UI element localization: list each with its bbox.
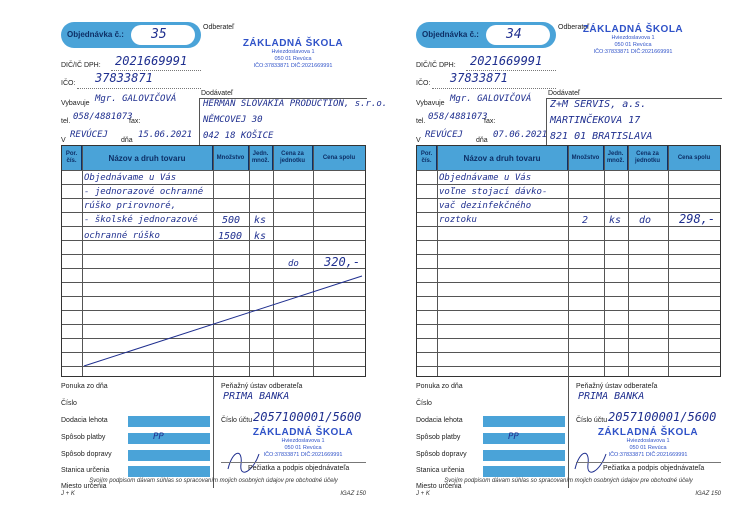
stamp-street: Hviezdoslavova 1	[271, 49, 315, 55]
col-unit-header: Jedn. množ.	[249, 146, 273, 170]
dic-value: 2021669991	[470, 54, 543, 68]
offer-label: Ponuka zo dňa	[61, 383, 108, 390]
fax-label: fax:	[129, 118, 141, 125]
date-label: dňa	[121, 137, 133, 144]
ico-label: IČO:	[416, 80, 431, 87]
col-no-header: Por. čís.	[417, 146, 437, 170]
buyer-stamp	[228, 38, 358, 70]
jk-label: J + K	[416, 491, 430, 497]
buyer-stamp	[568, 24, 698, 56]
item-qty-1: 2	[582, 215, 589, 226]
tel-label: tel.	[416, 118, 426, 125]
order-number-box	[416, 22, 556, 48]
stamp-city: 050 01 Revúca	[614, 42, 652, 48]
account-label: Číslo účtu	[221, 417, 253, 424]
item-line-3: vač dezinfekčného	[439, 201, 532, 211]
fax-label: fax:	[484, 118, 496, 125]
total-value: 298,-	[679, 212, 716, 226]
sig-stamp-street: Hviezdoslavova 1	[281, 438, 325, 444]
col-no-header: Por. čís.	[62, 146, 82, 170]
tel-value: 058/4881073	[73, 112, 133, 122]
item-line-2: - jednorazové ochranné	[84, 187, 204, 197]
consent-text: Svojím podpisom dávam súhlas so spracovaním mojich osobných údajov pre obchodné účely	[444, 478, 693, 484]
col-unit-header: Jedn. množ.	[604, 146, 628, 170]
order-number-label: Objednávka č.:	[67, 30, 124, 39]
sig-stamp-name: ZÁKLADNÁ ŠKOLA	[252, 427, 354, 438]
issued-by-label: Vybavuje	[416, 100, 445, 107]
supplier-line-3: 821 01 BRATISLAVA	[550, 131, 653, 142]
buyer-label: Odberateľ	[558, 24, 590, 31]
payment-bar	[128, 433, 210, 444]
igaz-label: IGAZ 150	[695, 491, 721, 497]
supplier-label: Dodávateľ	[548, 90, 581, 97]
station-label: Stanica určenia	[61, 467, 110, 474]
consent-text: Svojím podpisom dávam súhlas so spracovaním mojich osobných údajov pre obchodné účely	[89, 478, 338, 484]
sig-stamp-street: Hviezdoslavova 1	[626, 438, 670, 444]
order-number-value: 34	[506, 27, 522, 42]
item-unit-2: ks	[254, 231, 267, 242]
destination-label: Miesto určenia	[416, 483, 462, 490]
station-label: Stanica určenia	[416, 467, 465, 474]
account-value: 2057100001/5600	[253, 410, 362, 424]
payment-label: Spôsob platby	[416, 434, 461, 441]
dic-value: 2021669991	[115, 54, 188, 68]
item-line-2: voľne stojací dávko-	[439, 187, 548, 197]
item-line-1: Objednávame u Vás	[84, 173, 177, 183]
item-qty-2: 1500	[218, 231, 243, 242]
price-unit-value: do	[288, 259, 299, 269]
delivery-bar	[128, 416, 210, 427]
delivery-label: Dodacia lehota	[61, 417, 108, 424]
issued-by-value: Mgr. GALOVIČOVÁ	[95, 94, 177, 104]
bank-label: Peňažný ústav odberateľa	[221, 383, 303, 390]
payment-value: PP	[153, 432, 164, 442]
stamp-street: Hviezdoslavova 1	[611, 35, 655, 41]
city-value: REVÚCEJ	[425, 130, 463, 140]
destination-label: Miesto určenia	[61, 483, 107, 490]
payment-bar	[483, 433, 565, 444]
transport-bar	[128, 450, 210, 461]
item-line-3: rúško prirovnoré,	[84, 201, 177, 211]
item-line-5: ochranné rúško	[84, 231, 160, 241]
transport-bar	[483, 450, 565, 461]
offer-label: Ponuka zo dňa	[416, 383, 463, 390]
col-qty-header: Množstvo	[213, 146, 249, 170]
tel-label: tel.	[61, 118, 71, 125]
number-label: Číslo	[61, 400, 77, 407]
transport-label: Spôsob dopravy	[416, 451, 467, 458]
station-bar	[128, 466, 210, 477]
item-unit-1: ks	[254, 215, 267, 226]
date-value: 15.06.2021	[138, 130, 193, 140]
col-price-header: Cena za jednotku	[628, 146, 668, 170]
col-total-header: Cena spolu	[677, 154, 711, 161]
bank-label: Peňažný ústav odberateľa	[576, 383, 658, 390]
ico-label: IČO:	[61, 80, 76, 87]
supplier-line-1: Z+M SERVIS, a.s.	[550, 99, 647, 110]
cancel-line	[62, 146, 367, 378]
item-line-4: - školské jednorazové	[84, 215, 198, 225]
item-qty-1: 500	[222, 215, 241, 226]
bank-value: PRIMA BANKA	[223, 391, 290, 402]
tel-value: 058/4881073	[428, 112, 488, 122]
issued-by-value: Mgr. GALOVIČOVÁ	[450, 94, 532, 104]
items-table	[61, 145, 366, 377]
payment-value: PP	[508, 432, 519, 442]
order-number-value: 35	[151, 27, 167, 42]
date-value: 07.06.2021	[493, 130, 548, 140]
supplier-line-2: MARTINČEKOVA 17	[550, 115, 641, 126]
city-value: REVÚCEJ	[70, 130, 108, 140]
station-bar	[483, 466, 565, 477]
date-label: dňa	[476, 137, 488, 144]
sig-stamp-ids: IČO:37833871 DIČ:2021669991	[608, 452, 688, 458]
sig-stamp-name: ZÁKLADNÁ ŠKOLA	[597, 427, 699, 438]
col-total-header: Cena spolu	[322, 154, 356, 161]
payment-label: Spôsob platby	[61, 434, 106, 441]
stamp-name: ZÁKLADNÁ ŠKOLA	[242, 38, 344, 49]
delivery-bar	[483, 416, 565, 427]
city-label: V	[416, 137, 421, 144]
items-table	[416, 145, 721, 377]
order-number-box	[61, 22, 201, 48]
ico-value: 37833871	[95, 71, 153, 85]
stamp-name: ZÁKLADNÁ ŠKOLA	[582, 24, 684, 35]
igaz-label: IGAZ 150	[340, 491, 366, 497]
stamp-ids: IČO:37833871 DIČ:2021669991	[593, 49, 673, 55]
stamp-city: 050 01 Revúca	[274, 56, 312, 62]
ico-value: 37833871	[450, 71, 508, 85]
sig-stamp-city: 050 01 Revúca	[284, 445, 322, 451]
dic-label: DIČ/IČ DPH:	[61, 62, 101, 69]
jk-label: J + K	[61, 491, 75, 497]
order-form-35	[43, 14, 388, 506]
signature-label: Pečiatka a podpis objednávateľa	[248, 465, 350, 472]
bank-value: PRIMA BANKA	[578, 391, 645, 402]
transport-label: Spôsob dopravy	[61, 451, 112, 458]
supplier-line-1: HERMAN SLOVAKIA PRODUCTION, s.r.o.	[203, 99, 388, 109]
delivery-label: Dodacia lehota	[416, 417, 463, 424]
item-unit-1: ks	[609, 215, 622, 226]
item-line-1: Objednávame u Vás	[439, 173, 532, 183]
total-value: 320,-	[324, 255, 361, 269]
city-label: V	[61, 137, 66, 144]
signature-label: Pečiatka a podpis objednávateľa	[603, 465, 705, 472]
supplier-line-2: NĚMCOVEJ 30	[203, 115, 263, 125]
sig-stamp-ids: IČO:37833871 DIČ:2021669991	[263, 452, 343, 458]
stamp-ids: IČO:37833871 DIČ:2021669991	[253, 63, 333, 69]
dic-label: DIČ/IČ DPH:	[416, 62, 456, 69]
sig-stamp-city: 050 01 Revúca	[629, 445, 667, 451]
account-value: 2057100001/5600	[608, 410, 717, 424]
order-number-label: Objednávka č.:	[422, 30, 479, 39]
issued-by-label: Vybavuje	[61, 100, 90, 107]
supplier-line-3: 042 18 KOŠICE	[203, 131, 274, 141]
number-label: Číslo	[416, 400, 432, 407]
account-label: Číslo účtu	[576, 417, 608, 424]
col-price-header: Cena za jednotku	[273, 146, 313, 170]
order-form-34	[398, 14, 731, 506]
buyer-label: Odberateľ	[203, 24, 235, 31]
price-unit-value: do	[639, 215, 652, 226]
col-name-header: Názov a druh tovaru	[82, 146, 213, 170]
col-qty-header: Množstvo	[568, 146, 604, 170]
item-line-4: roztoku	[439, 215, 477, 225]
col-name-header: Názov a druh tovaru	[437, 146, 568, 170]
supplier-label: Dodávateľ	[201, 90, 234, 97]
